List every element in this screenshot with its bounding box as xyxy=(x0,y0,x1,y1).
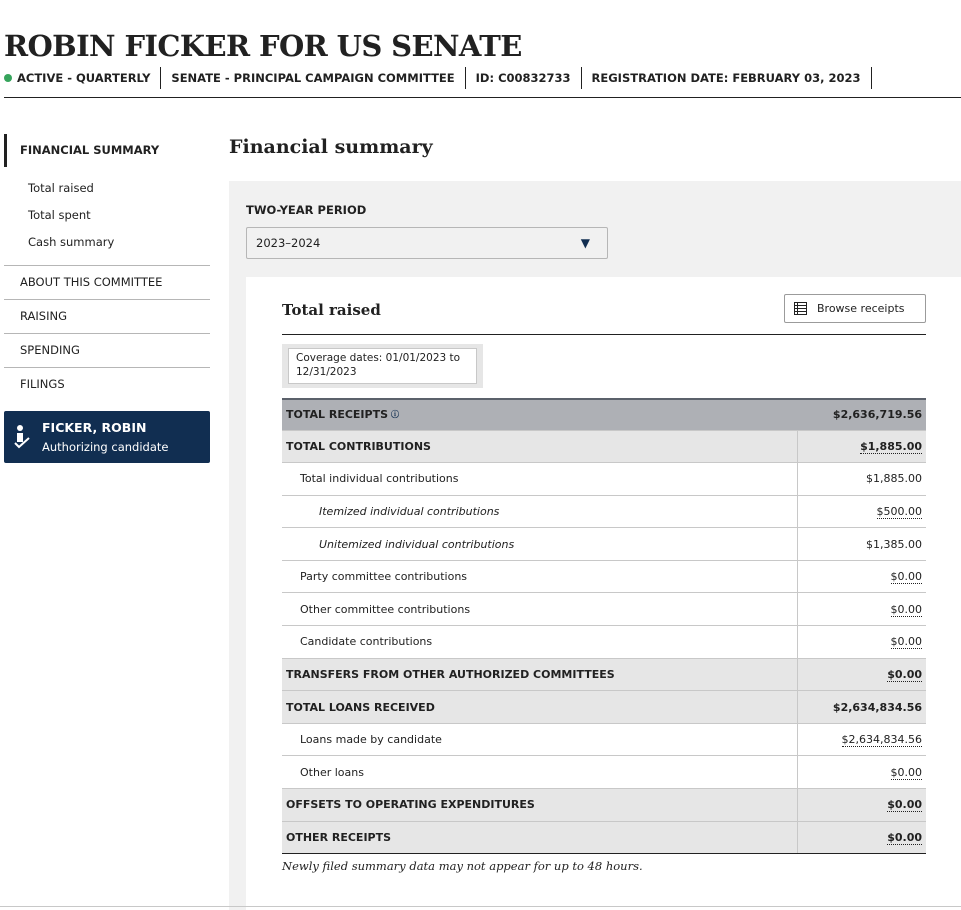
table-row xyxy=(282,593,926,626)
table-row xyxy=(282,789,926,822)
table-row xyxy=(282,560,926,593)
value-link[interactable]: $0.00 xyxy=(890,635,922,649)
table-row xyxy=(282,430,926,463)
row-label: OTHER RECEIPTS xyxy=(282,821,797,854)
committee-title: ROBIN FICKER FOR US SENATE xyxy=(4,29,522,63)
committee-id: ID: C00832733 xyxy=(466,67,582,89)
coverage-box xyxy=(282,344,483,388)
value-link[interactable]: $2,634,834.56 xyxy=(841,733,922,747)
table-row xyxy=(282,658,926,691)
sidebar-nav xyxy=(4,134,210,463)
row-label: TRANSFERS FROM OTHER AUTHORIZED COMMITTEES xyxy=(282,658,797,691)
value-link[interactable]: $0.00 xyxy=(887,798,922,812)
table-row xyxy=(282,463,926,496)
table-icon xyxy=(794,302,807,315)
value-link[interactable]: $0.00 xyxy=(890,765,922,779)
caret-down-icon: ▼ xyxy=(580,236,590,250)
total-receipts-value: $2,636,719.56 xyxy=(832,408,922,422)
row-value xyxy=(797,789,926,822)
sidebar-item-about[interactable]: ABOUT THIS COMMITTEE xyxy=(4,265,210,299)
value-link[interactable]: $0.00 xyxy=(890,602,922,616)
table-row xyxy=(282,528,926,561)
page-title: Financial summary xyxy=(229,136,433,158)
total-raised-card xyxy=(246,277,961,910)
row-value xyxy=(797,821,926,854)
footnote: Newly filed summary data may not appear for up to 48 hours. xyxy=(282,859,643,873)
row-value xyxy=(797,399,926,430)
browse-receipts-label: Browse receipts xyxy=(817,302,905,315)
row-value: $2,634,834.56 xyxy=(797,691,926,724)
row-label: Unitemized individual contributions xyxy=(282,528,797,561)
row-label: TOTAL CONTRIBUTIONS xyxy=(282,430,797,463)
table-row xyxy=(282,821,926,854)
candidate-icon xyxy=(12,423,34,451)
row-value: $1,885.00 xyxy=(797,463,926,496)
row-label: Other committee contributions xyxy=(282,593,797,626)
candidate-name: FICKER, ROBIN xyxy=(42,419,147,435)
card-title: Total raised xyxy=(282,301,381,319)
period-label: TWO-YEAR PERIOD xyxy=(246,203,367,217)
status-dot-icon xyxy=(4,74,12,82)
office-type: SENATE - PRINCIPAL CAMPAIGN COMMITTEE xyxy=(161,67,465,89)
card-divider xyxy=(282,334,926,335)
row-label: Itemized individual contributions xyxy=(282,495,797,528)
candidate-link[interactable] xyxy=(4,411,210,463)
row-value xyxy=(797,593,926,626)
sidebar-subitem-total-spent[interactable]: Total spent xyxy=(28,208,91,222)
coverage-dates: Coverage dates: 01/01/2023 to 12/31/2023 xyxy=(288,348,477,384)
total-receipts-label: TOTAL RECEIPTS xyxy=(286,408,389,422)
value-link[interactable]: $500.00 xyxy=(876,504,922,518)
table-row xyxy=(282,691,926,724)
sidebar-item-raising[interactable]: RAISING xyxy=(4,299,210,333)
committee-header xyxy=(4,28,961,89)
value-link[interactable]: $0.00 xyxy=(887,830,922,844)
browse-receipts-button[interactable] xyxy=(784,294,926,323)
value-link[interactable]: $1,885.00 xyxy=(860,439,922,453)
candidate-text xyxy=(42,420,168,455)
row-label: Other loans xyxy=(282,756,797,789)
registration-date: REGISTRATION DATE: FEBRUARY 03, 2023 xyxy=(582,67,872,89)
row-value xyxy=(797,430,926,463)
committee-meta xyxy=(4,67,961,89)
sidebar-subitems xyxy=(4,167,210,265)
value-link[interactable]: $0.00 xyxy=(887,667,922,681)
row-value xyxy=(797,626,926,659)
table-row xyxy=(282,756,926,789)
row-value xyxy=(797,495,926,528)
page-bottom-divider xyxy=(0,906,961,907)
table-row xyxy=(282,723,926,756)
sidebar-item-financial-summary[interactable]: FINANCIAL SUMMARY xyxy=(4,134,210,167)
table-row xyxy=(282,495,926,528)
status-badge xyxy=(4,67,161,89)
row-label: Party committee contributions xyxy=(282,560,797,593)
sidebar-subitem-cash-summary[interactable]: Cash summary xyxy=(28,235,115,249)
row-label: Candidate contributions xyxy=(282,626,797,659)
receipts-table xyxy=(282,398,926,854)
sidebar-subitem-total-raised[interactable]: Total raised xyxy=(28,181,94,195)
row-value xyxy=(797,756,926,789)
table-row xyxy=(282,399,926,430)
period-value: 2023–2024 xyxy=(256,236,321,250)
sidebar-item-spending[interactable]: SPENDING xyxy=(4,333,210,367)
value-link[interactable]: $0.00 xyxy=(890,570,922,584)
period-select[interactable] xyxy=(246,227,608,259)
row-value xyxy=(797,723,926,756)
row-value xyxy=(797,560,926,593)
row-label: Loans made by candidate xyxy=(282,723,797,756)
row-value: $1,385.00 xyxy=(797,528,926,561)
row-value xyxy=(797,658,926,691)
sidebar-item-filings[interactable]: FILINGS xyxy=(4,367,210,401)
row-label xyxy=(282,399,797,430)
row-label: Total individual contributions xyxy=(282,463,797,496)
info-icon[interactable]: ⓘ xyxy=(391,410,400,420)
candidate-role: Authorizing candidate xyxy=(42,439,169,454)
header-divider xyxy=(4,97,961,98)
row-label: OFFSETS TO OPERATING EXPENDITURES xyxy=(282,789,797,822)
status-text: ACTIVE - QUARTERLY xyxy=(17,71,151,85)
row-label: TOTAL LOANS RECEIVED xyxy=(282,691,797,724)
table-row xyxy=(282,626,926,659)
summary-panel xyxy=(229,181,961,910)
